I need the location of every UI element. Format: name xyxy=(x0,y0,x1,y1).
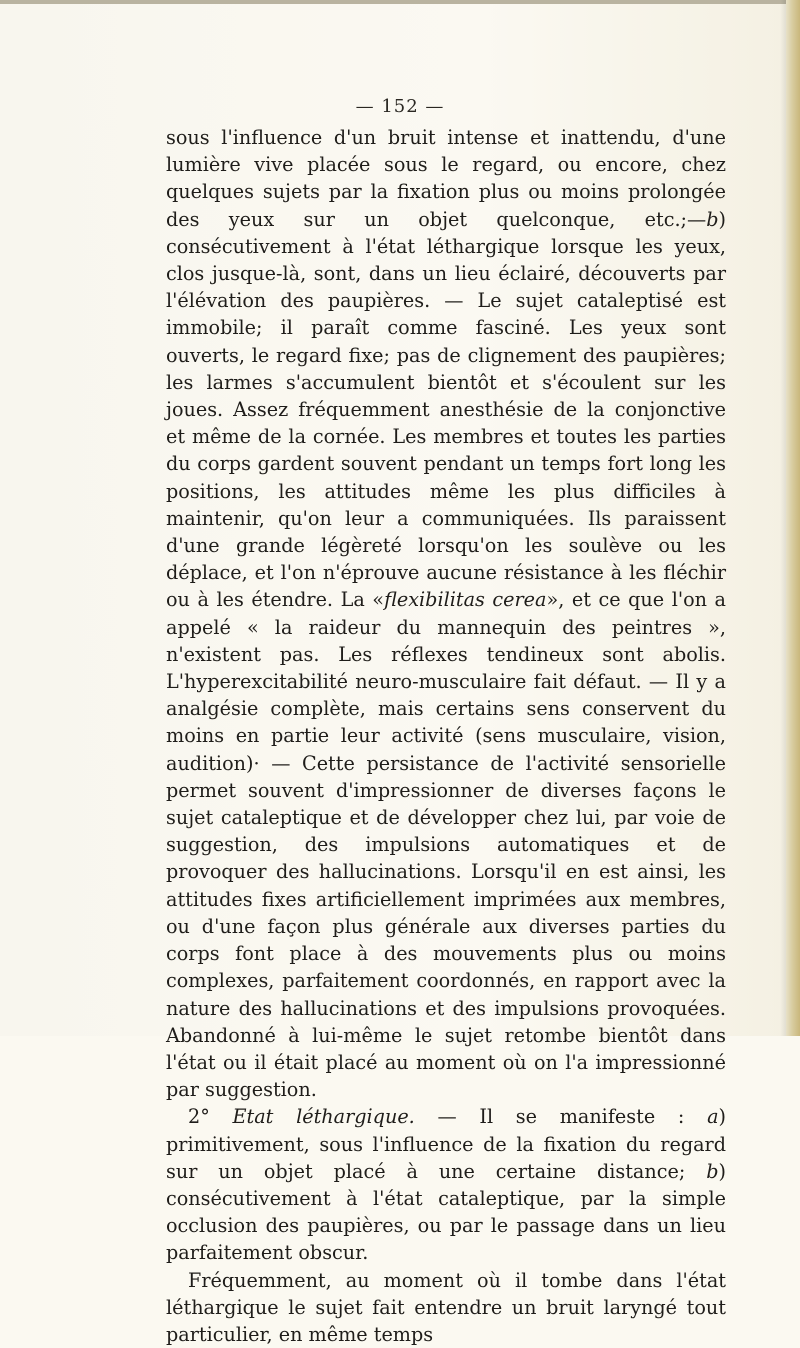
italic-term-flexibilitas-cerea: flexibilitas cerea xyxy=(384,588,547,612)
section-heading: Etat léthargique. xyxy=(232,1105,415,1129)
page-number: — 152 — xyxy=(355,96,445,117)
italic-letter-b: b xyxy=(706,1159,719,1183)
text-run: sous l'influence d'un bruit intense et inattendu, d'une lumière vive placée sous le regard, ou encore, chez quelques sujets par la fixation plus ou moins prolongée des yeux sur un objet quelconque, etc.;— xyxy=(166,126,726,231)
paragraph-catalepsy-continued xyxy=(166,124,726,1103)
italic-letter-a: a xyxy=(707,1105,719,1129)
text-run: ) consécutivement à l'état léthargique lorsque les yeux, clos jusque-là, sont, dans un lieu éclairé, découverts par l'élévation des paupières. — Le sujet cataleptisé est immobile; il paraît comme fasciné. Les yeux sont ouverts, le regard fixe; pas de clignement des paupières; les larmes s'accumulent bientôt et s'écoulent sur les joues. Assez fréquemment anesthésie de la conjonctive et même de la cornée. Les membres et toutes les parties du corps gardent souvent pendant un temps fort long les positions, les attitudes même les plus difficiles à maintenir, qu'on leur a communiquées. Ils paraissent d'une grande légèreté lorsqu'on les soulève ou les déplace, et l'on n'éprouve aucune résistance à les fléchir ou à les étendre. La « xyxy=(166,207,726,612)
text-run: — Il se manifeste : xyxy=(414,1105,708,1129)
section-number: 2° xyxy=(188,1105,233,1129)
italic-letter-b: b xyxy=(706,207,719,231)
page-right-edge xyxy=(786,0,800,1036)
paragraph-laryngeal-sound: Fréquemment, au moment où il tombe dans l'état léthargique le sujet fait entendre un bruit laryngé tout particulier, en même temps xyxy=(166,1268,726,1346)
text-run: », et ce que l'on a appelé « la raideur du mannequin des peintres », n'existent pas. Les réflexes tendineux sont abolis. L'hyperexcitabilité neuro-musculaire fait défaut. — Il y a analgésie complète, mais certains sens conservent du moins en partie leur activité (sens musculaire, vision, audition)· — Cette persistance de l'activité sensorielle permet souvent d'impressionner de diverses façons le sujet cataleptique et de développer chez lui, par voie de suggestion, des impulsions automatiques et de provoquer des hallucinations. Lorsqu'il en est ainsi, les attitudes fixes artificiellement imprimées aux membres, ou d'une façon plus générale aux diverses parties du corps font place à des mouvements plus ou moins complexes, parfaitement coordonnés, en rapport avec la nature des hallucinations et des impulsions provoquées. Abandonné à lui-même le sujet retombe bientôt dans l'état ou il était placé au moment où on l'a impressionné par suggestion. xyxy=(166,588,726,1102)
paragraph-lethargic-state xyxy=(166,1103,726,1266)
body-text xyxy=(166,124,726,1348)
text-run: ) primitivement, sous l'influence de la fixation du regard sur un objet placé à une certaine distance; xyxy=(166,1105,727,1183)
top-edge-shadow xyxy=(0,0,800,4)
text-run: ) consécutivement à l'état cataleptique, par la simple occlusion des paupières, ou par le passage dans un lieu parfaitement obscur. xyxy=(166,1159,726,1265)
